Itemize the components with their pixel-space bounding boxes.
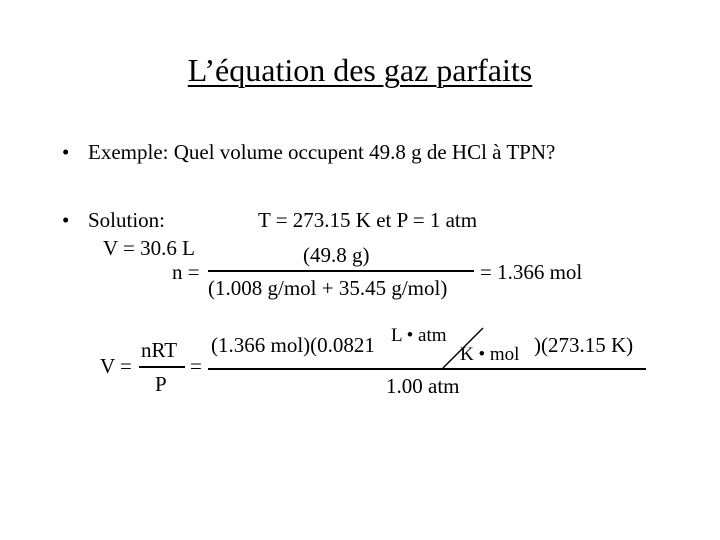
solution-label: Solution:: [88, 208, 166, 232]
eq-v-fraction-bar: [208, 368, 646, 370]
eq-n-rhs: = 1.366 mol: [480, 260, 583, 284]
eq-n-denominator: (1.008 g/mol + 35.45 g/mol): [208, 276, 448, 300]
eq-v-lhs: V =: [100, 354, 132, 378]
eq-v-numerator-part2: )(273.15 K): [534, 333, 634, 357]
eq-v-numerator-part1: (1.366 mol)(0.0821: [211, 333, 375, 357]
conditions-text: T = 273.15 K et P = 1 atm: [258, 208, 478, 232]
slide-title: [0, 52, 720, 89]
slide-title-text: L’équation des gaz parfaits: [187, 52, 533, 88]
eq-n-fraction-bar: [208, 270, 474, 272]
example-bullet: [62, 140, 555, 165]
eq-v-unit-numerator: L • atm: [391, 325, 447, 346]
eq-v-frac1-denominator: P: [155, 372, 167, 396]
eq-n-lhs: n =: [172, 260, 200, 284]
bullet-icon: •: [62, 208, 70, 232]
eq-v-equals: =: [190, 354, 202, 378]
example-text: Exemple: Quel volume occupent 49.8 g de HCl à TPN?: [88, 140, 556, 164]
bullet-icon: •: [62, 140, 70, 164]
eq-n-numerator: (49.8 g): [303, 243, 370, 267]
solution-bullet: [62, 208, 165, 233]
eq-v-frac1-bar: [139, 366, 185, 368]
eq-v-denominator: 1.00 atm: [386, 374, 460, 398]
eq-v-unit-denominator: K • mol: [460, 344, 520, 365]
answer-text: V = 30.6 L: [103, 236, 195, 260]
eq-v-frac1-numerator: nRT: [141, 338, 178, 362]
